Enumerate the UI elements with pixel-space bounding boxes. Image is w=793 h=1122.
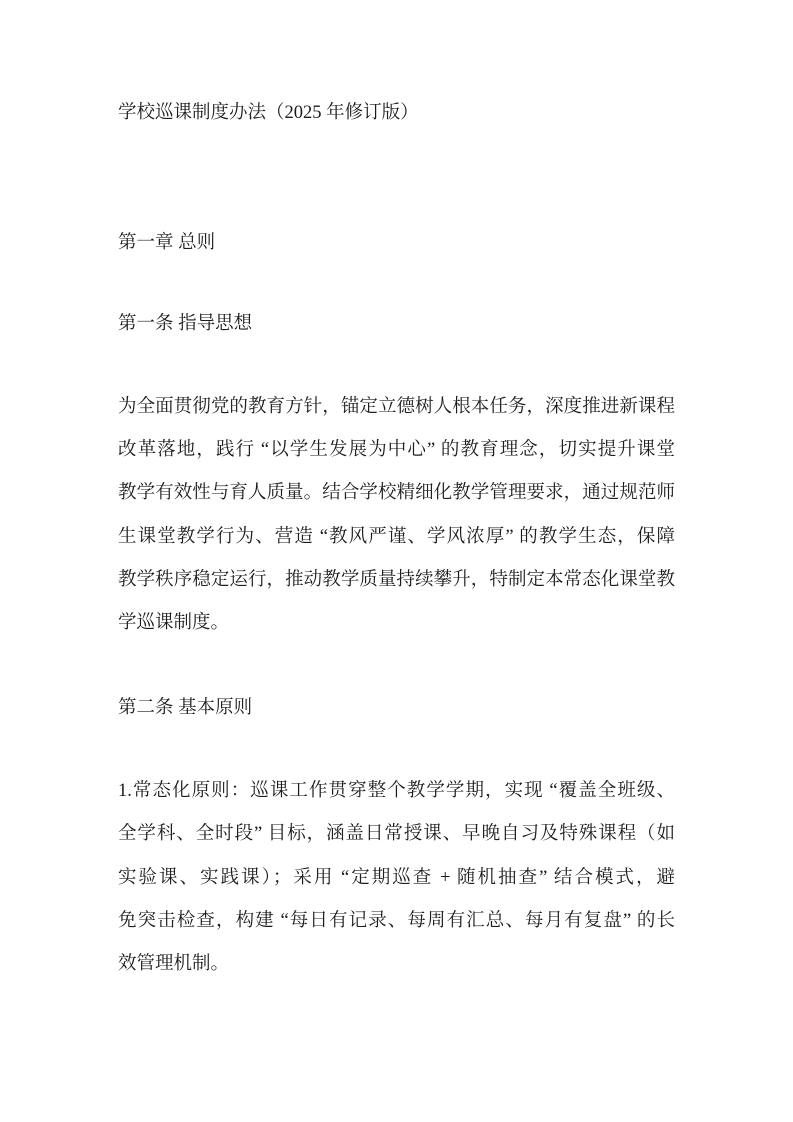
paragraph-line: 教学有效性与育人质量。结合学校精细化教学管理要求，通过规范师 <box>118 483 675 504</box>
paragraph-line: 学巡课制度。 <box>118 613 230 634</box>
paragraph-line: 教学秩序稳定运行，推动教学质量持续攀升，特制定本常态化课堂教 <box>118 570 675 591</box>
article1-paragraph <box>118 386 675 646</box>
paragraph-line: 全学科、全时段” 目标，涵盖日常授课、早晚自习及特殊课程（如 <box>118 824 675 845</box>
paragraph-line: 为全面贯彻党的教育方针，锚定立德树人根本任务，深度推进新课程 <box>118 396 675 417</box>
article1-heading: 第一条 指导思想 <box>118 313 253 334</box>
article2-item1-paragraph <box>118 770 675 986</box>
paragraph-line: 生课堂教学行为、营造 “教风严谨、学风浓厚” 的教学生态，保障 <box>118 526 675 547</box>
document-title: 学校巡课制度办法（2025 年修订版） <box>118 103 419 123</box>
paragraph-line: 实验课、实践课）；采用 “定期巡查 + 随机抽查” 结合模式，避 <box>118 867 675 888</box>
paragraph-line: 改革落地，践行 “以学生发展为中心” 的教育理念，切实提升课堂 <box>118 440 675 461</box>
paragraph-line: 1.常态化原则：巡课工作贯穿整个教学学期，实现 “覆盖全班级、 <box>118 780 675 801</box>
paragraph-line: 效管理机制。 <box>118 954 230 975</box>
paragraph-line: 免突击检查，构建 “每日有记录、每周有汇总、每月有复盘” 的长 <box>118 910 675 931</box>
chapter1-heading: 第一章 总则 <box>118 233 216 254</box>
article2-heading: 第二条 基本原则 <box>118 697 253 718</box>
